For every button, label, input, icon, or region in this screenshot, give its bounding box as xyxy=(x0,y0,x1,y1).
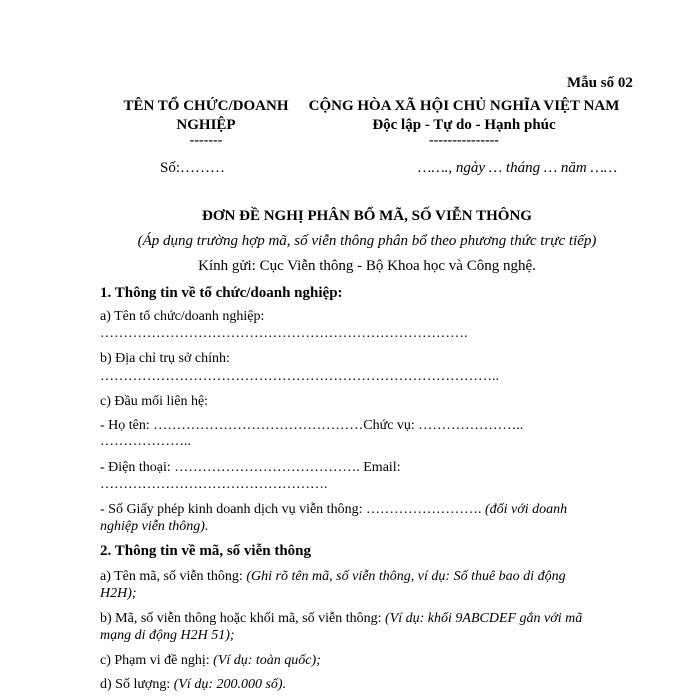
scope-line xyxy=(100,653,321,669)
license-note-cont: nghiệp viễn thông). xyxy=(100,519,209,534)
org-name-line1: TÊN TỔ CHỨC/DOANH xyxy=(123,98,289,114)
code-block-example: (Ví dụ: khối 9ABCDEF gắn với mã xyxy=(385,611,583,626)
quantity-line xyxy=(100,677,286,693)
org-dash: ------- xyxy=(189,133,223,148)
contact-name-line: - Họ tên: ………………………………………Chức vụ: ………………….. xyxy=(100,418,524,433)
code-block-line xyxy=(100,611,582,627)
scope-label: c) Phạm vi đề nghị: xyxy=(100,653,210,668)
address-label: b) Địa chỉ trụ sở chính: xyxy=(100,351,230,366)
org-name-dots: ……………………………………………………………………. xyxy=(100,326,468,341)
contact-phone-line: - Điện thoại: …………………………………. Email: xyxy=(100,460,401,475)
form-number: Mẫu số 02 xyxy=(567,75,633,91)
code-block-example-cont: mạng di động H2H 51); xyxy=(100,628,235,643)
republic-name: CỘNG HÒA XÃ HỘI CHỦ NGHĨA VIỆT NAM xyxy=(308,98,620,114)
license-line xyxy=(100,502,567,518)
code-name-label: a) Tên mã, số viễn thông: xyxy=(100,569,243,584)
recipient: Kính gửi: Cục Viễn thông - Bộ Khoa học và Công nghệ. xyxy=(198,258,536,274)
contact-phone-cont: …………………………………………. xyxy=(100,477,328,492)
quantity-example: (Ví dụ: 200.000 số). xyxy=(173,677,287,692)
code-block-label: b) Mã, số viễn thông hoặc khối mã, số viễn thông: xyxy=(100,611,382,626)
republic-motto: Độc lập - Tự do - Hạnh phúc xyxy=(372,117,556,133)
scope-example: (Ví dụ: toàn quốc); xyxy=(213,653,321,668)
contact-name-cont: ……………….. xyxy=(100,434,191,449)
org-name-line2: NGHIỆP xyxy=(176,117,236,133)
license-note: (đối với doanh xyxy=(484,502,568,517)
code-name-example: (Ghi rõ tên mã, số viễn thông, ví dụ: Số thuê bao di động xyxy=(246,569,566,584)
document-number: Số:……… xyxy=(160,160,226,176)
document-date: ……., ngày … tháng … năm …… xyxy=(418,160,618,176)
document-title: ĐƠN ĐỀ NGHỊ PHÂN BỔ MÃ, SỐ VIỄN THÔNG xyxy=(202,208,532,224)
republic-dash: --------------- xyxy=(429,133,499,148)
document-subtitle: (Áp dụng trường hợp mã, số viễn thông phân bổ theo phương thức trực tiếp) xyxy=(137,233,597,249)
code-name-line xyxy=(100,569,566,585)
quantity-label: d) Số lượng: xyxy=(100,677,171,692)
contact-label: c) Đầu mối liên hệ: xyxy=(100,394,209,409)
section2-heading: 2. Thông tin về mã, số viễn thông xyxy=(100,543,312,559)
address-dots: ………………………………………………………………………….. xyxy=(100,369,499,384)
org-name-label: a) Tên tổ chức/doanh nghiệp: xyxy=(100,309,265,324)
license-text: - Số Giấy phép kinh doanh dịch vụ viễn thông: ……………………. xyxy=(100,502,482,517)
section1-heading: 1. Thông tin về tổ chức/doanh nghiệp: xyxy=(100,285,343,301)
code-name-example-cont: H2H); xyxy=(100,586,137,601)
